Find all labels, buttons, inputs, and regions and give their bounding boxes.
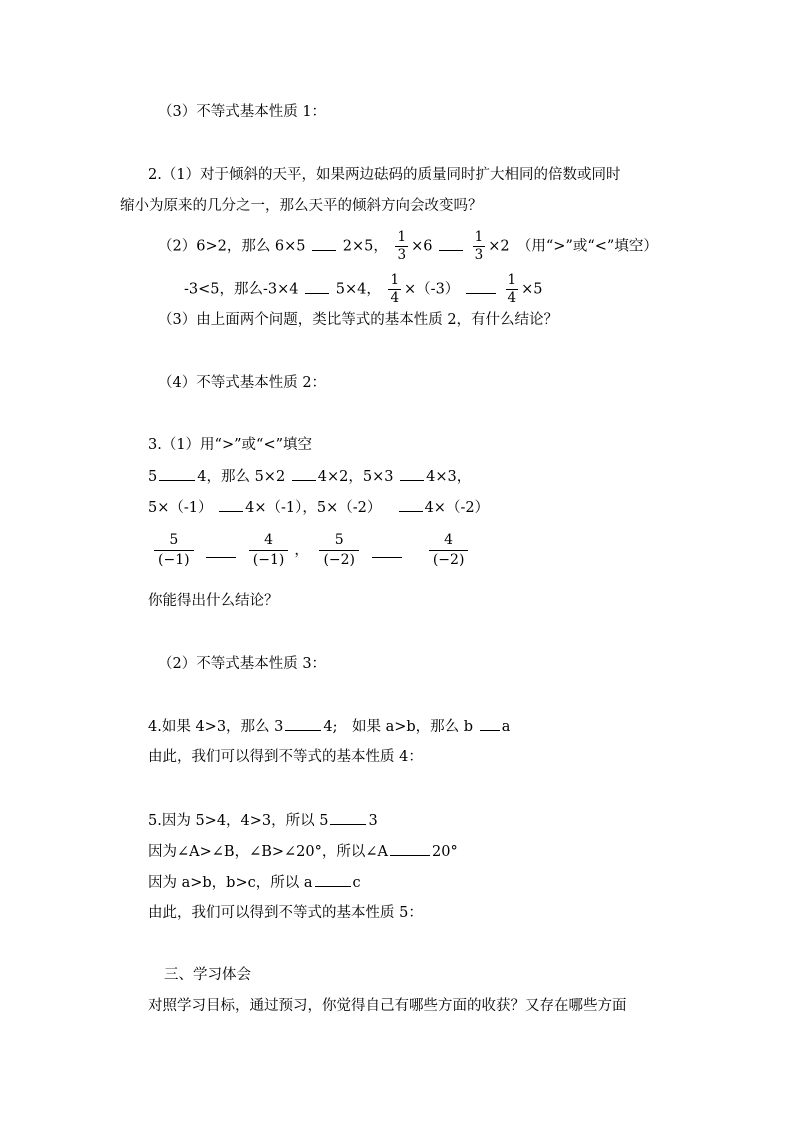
answer-blank[interactable] — [390, 842, 430, 856]
text: 3 — [368, 813, 378, 829]
fraction-denominator: (−2) — [319, 550, 359, 569]
fraction-numerator: 4 — [444, 532, 454, 548]
answer-blank[interactable] — [292, 467, 316, 481]
property-4-heading: 由此，我们可以得到不等式的基本性质 4： — [148, 749, 423, 765]
text: 5 — [148, 469, 158, 485]
answer-blank[interactable] — [315, 873, 351, 887]
q3-fraction-row — [148, 532, 474, 569]
q2-part3: （3）由上面两个问题，类比等式的基本性质 2，有什么结论？ — [158, 312, 559, 328]
text: 4.如果 4>3，那么 3 — [148, 719, 284, 735]
fraction — [395, 230, 408, 263]
answer-blank[interactable] — [399, 498, 423, 512]
text: 20° — [432, 844, 458, 860]
text: 4; 如果 a>b，那么 b — [323, 719, 474, 735]
fraction — [429, 532, 469, 569]
text: 因为∠A>∠B，∠B>∠20°，所以∠A — [148, 844, 388, 860]
fraction — [154, 532, 194, 569]
text: 2×5， — [342, 238, 388, 255]
text: 5×4， — [335, 281, 381, 298]
answer-blank[interactable] — [400, 467, 424, 481]
text: 4×2，5×3 — [317, 469, 394, 485]
q2-part1-line1: 2.（1）对于倾斜的天平，如果两边砝码的质量同时扩大相同的倍数或同时 — [148, 167, 621, 183]
property-2-heading: （4）不等式基本性质 2： — [158, 375, 327, 391]
fraction-numerator: 1 — [390, 272, 400, 288]
text: 5.因为 5>4，4>3，所以 5 — [148, 813, 329, 829]
text: ×6 — [411, 238, 433, 255]
property-5-heading: 由此，我们可以得到不等式的基本性质 5： — [148, 905, 423, 921]
fraction — [506, 273, 519, 306]
q3-row1 — [148, 467, 471, 486]
answer-blank[interactable] — [219, 498, 243, 512]
text: ×5 — [521, 281, 543, 298]
q3-row2 — [148, 498, 489, 517]
text: 因为 a>b，b>c，所以 a — [148, 875, 313, 891]
answer-blank[interactable] — [206, 544, 236, 558]
section-3-title: 三、学习体会 — [164, 967, 251, 983]
answer-blank[interactable] — [372, 544, 402, 558]
text: ×（-3） — [404, 281, 460, 298]
property-3-heading: （2）不等式基本性质 3： — [158, 656, 327, 672]
text: c — [352, 875, 361, 891]
property-1-heading: （3）不等式基本性质 1： — [158, 104, 327, 120]
fraction-numerator: 5 — [334, 532, 344, 548]
fraction-denominator: (−2) — [429, 550, 469, 569]
q5-line1 — [148, 811, 378, 830]
q4-line — [148, 717, 510, 736]
fraction-numerator: 1 — [507, 272, 517, 288]
fraction-denominator: 4 — [507, 290, 517, 306]
fraction-denominator: 3 — [397, 247, 407, 263]
answer-blank[interactable] — [285, 717, 321, 731]
q2-part1-line2: 缩小为原来的几分之一，那么天平的倾斜方向会改变吗？ — [120, 198, 483, 214]
fraction-denominator: (−1) — [249, 550, 289, 569]
q5-line2 — [148, 842, 458, 861]
fraction-numerator: 4 — [264, 532, 274, 548]
text: 4×（-2） — [424, 500, 490, 516]
q2-part2-row2 — [184, 273, 543, 306]
fraction — [388, 273, 401, 306]
fraction-numerator: 1 — [474, 229, 484, 245]
q3-part1: 3.（1）用“>”或“<”填空 — [148, 437, 313, 453]
q5-line3 — [148, 873, 361, 892]
answer-blank[interactable] — [480, 717, 500, 731]
fraction-denominator: (−1) — [154, 550, 194, 569]
fraction-numerator: 1 — [397, 229, 407, 245]
q2-part2-row1 — [158, 230, 658, 263]
fraction-denominator: 3 — [474, 247, 484, 263]
comma: ， — [294, 542, 309, 559]
text: -3<5，那么-3×4 — [184, 281, 299, 298]
text: 5×（-1） — [148, 500, 213, 516]
section-3-text: 对照学习目标，通过预习，你觉得自己有哪些方面的收获？又存在哪些方面 — [148, 998, 627, 1014]
text: 4，那么 5×2 — [197, 469, 286, 485]
answer-blank[interactable] — [305, 280, 329, 294]
fraction — [319, 532, 359, 569]
answer-blank[interactable] — [312, 237, 336, 251]
text: 4×（-1），5×（-2） — [245, 500, 382, 516]
fraction-numerator: 5 — [169, 532, 179, 548]
text: a — [501, 719, 511, 735]
text: 4×3， — [426, 469, 472, 485]
answer-blank[interactable] — [159, 467, 195, 481]
answer-blank[interactable] — [439, 237, 463, 251]
text: ×2 （用“>”或“<”填空） — [488, 238, 658, 255]
answer-blank[interactable] — [330, 811, 366, 825]
fraction — [249, 532, 289, 569]
fraction — [473, 230, 486, 263]
q3-question: 你能得出什么结论？ — [148, 593, 279, 609]
text: （2）6>2，那么 6×5 — [158, 238, 306, 255]
answer-blank[interactable] — [466, 280, 496, 294]
fraction-denominator: 4 — [390, 290, 400, 306]
